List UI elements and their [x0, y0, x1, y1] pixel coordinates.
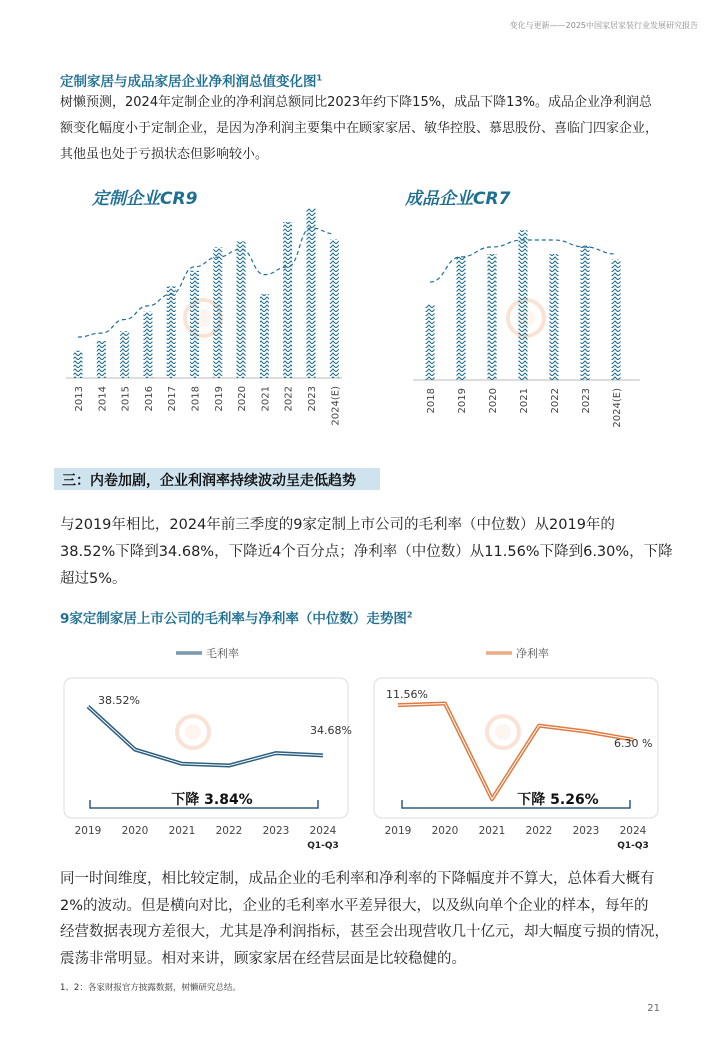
cr9-tick-label: 2014 [97, 386, 109, 412]
gross-tick-label: 2021 [168, 825, 196, 837]
cr9-bar-2020 [237, 242, 246, 379]
cr9-tick-label: 2024(E) [330, 386, 342, 426]
cr9-tick-label: 2015 [120, 386, 132, 412]
legend-net-margin [486, 646, 549, 660]
gross-tick-label: 2020 [121, 825, 149, 837]
cr7-tick-label: 2019 [457, 388, 468, 414]
net-tick-sublabel: Q1-Q3 [617, 841, 649, 851]
net-tick-label: 2021 [478, 825, 506, 837]
cr7-bar-2023 [581, 246, 590, 380]
cr9-tick-label: 2020 [237, 386, 249, 412]
figure-title-profit: 定制家居与成品家居企业净利润总值变化图$^1$ [60, 73, 323, 90]
cr7-tick-label: 2022 [550, 388, 561, 414]
gross-tick-label: 2022 [215, 825, 243, 837]
bracket-label-gross: 下降 3.84% [171, 792, 253, 808]
net-first-value-label: 11.56% [386, 688, 428, 701]
gross-last-value-label: 34.68% [310, 724, 352, 737]
cr7-tick-label: 2021 [519, 388, 530, 414]
bar-charts [0, 0, 720, 460]
cr9-tick-label: 2022 [283, 386, 295, 412]
cr9-bar-2017 [167, 286, 176, 378]
cr9-tick-label: 2013 [74, 386, 85, 412]
cr7-bar-2020 [488, 254, 497, 380]
cr9-tick-label: 2021 [260, 386, 272, 412]
running-header: 变化与更新——2025中国家居家装行业发展研究报告 [509, 21, 698, 30]
cr9-bar-2018 [190, 271, 199, 378]
footnote: 1、2：各家财报官方披露数据，树懒研究总结。 [60, 983, 241, 993]
cr7-bar-2024(E) [612, 260, 621, 380]
cr7-bar-2021 [519, 230, 528, 380]
net-tick-label: 2023 [572, 825, 600, 837]
chart-title-finished-cr7: 成品企业CR7 [405, 189, 511, 209]
cr9-bar-2013 [74, 351, 83, 378]
cr7-tick-label: 2024(E) [612, 388, 623, 428]
cr9-tick-label: 2019 [213, 386, 225, 412]
cr9-tick-label: 2017 [167, 386, 179, 412]
gross-tick-label: 2023 [262, 825, 290, 837]
bracket-label-net: 下降 5.26% [517, 792, 599, 808]
net-tick-label: 2022 [525, 825, 553, 837]
gross-first-value-label: 38.52% [98, 694, 140, 707]
cr9-bar-2023 [307, 208, 316, 378]
cr7-bar-2019 [457, 257, 466, 380]
legend-gross-margin [176, 646, 239, 660]
cr9-tick-label: 2016 [143, 386, 155, 412]
cr9-tick-label: 2023 [307, 386, 318, 412]
cr9-tick-label: 2018 [190, 386, 202, 412]
cr7-bar-2018 [426, 304, 435, 380]
gross-tick-label: 2019 [74, 825, 102, 837]
line-charts [0, 630, 720, 860]
paragraph-margin-decline: 与2019年相比，2024年前三季度的9家定制上市公司的毛利率（中位数）从2019年的 38.52%下降到34.68%，下降近4个百分点；净利率（中位数）从11.56%下降到6.30%，下降 超过5%。 [60, 517, 673, 587]
net-tick-label: 2024 [619, 825, 647, 837]
chart-title-custom-cr9: 定制企业CR9 [92, 189, 198, 209]
gross-tick-sublabel: Q1-Q3 [307, 841, 339, 851]
net-tick-label: 2020 [431, 825, 459, 837]
cr7-tick-label: 2020 [488, 388, 499, 414]
net-tick-label: 2019 [384, 825, 412, 837]
legend-label-gross: 毛利率 [206, 647, 239, 660]
cr9-bar-2014 [97, 341, 106, 378]
cr9-bar-2015 [120, 331, 129, 378]
page-number: 21 [647, 1003, 660, 1014]
cr9-bar-2024(E) [330, 240, 339, 378]
net-last-value-label: 6.30 % [614, 737, 653, 750]
legend-label-net: 净利率 [516, 647, 549, 660]
section-heading: 三：内卷加剧，企业利润率持续波动呈走低趋势 [62, 473, 356, 489]
paragraph-finished-analysis: 同一时间维度，相比较定制，成品企业的毛利率和净利率的下降幅度并不算大，总体看大概有 2%的波动。但是横向对比，企业的毛利率水平差异很大，以及纵向单个企业的样本，每年的 经营数据表现方差很大，尤其是净利润指标，甚至会出现营收几十亿元，却大幅度亏损的情况， 震荡非常明显。相对来讲，顾家家居在经营层面是比较稳健的。 [60, 871, 669, 967]
cr7-tick-label: 2018 [426, 388, 437, 414]
gross-tick-label: 2024 [309, 825, 337, 837]
paragraph-profit-forecast: 树懒预测，2024年定制企业的净利润总额同比2023年约下降15%，成品下降13%。成品企业净利润总 额变化幅度小于定制企业，是因为净利润主要集中在顾家家居、敏华控股、慕思股份、喜临门四家企业， 其他虽也处于亏损状态但影响较小。 [60, 95, 659, 162]
figure-title-margins: 9家定制家居上市公司的毛利率与净利率（中位数）走势图$^2$ [60, 610, 413, 627]
cr9-bar-2021 [260, 294, 269, 378]
cr7-tick-label: 2023 [581, 388, 592, 414]
cr9-bar-2022 [283, 222, 292, 378]
cr7-bar-2022 [550, 254, 559, 380]
cr9-bar-2016 [143, 312, 152, 378]
cr9-bar-2019 [213, 247, 222, 378]
